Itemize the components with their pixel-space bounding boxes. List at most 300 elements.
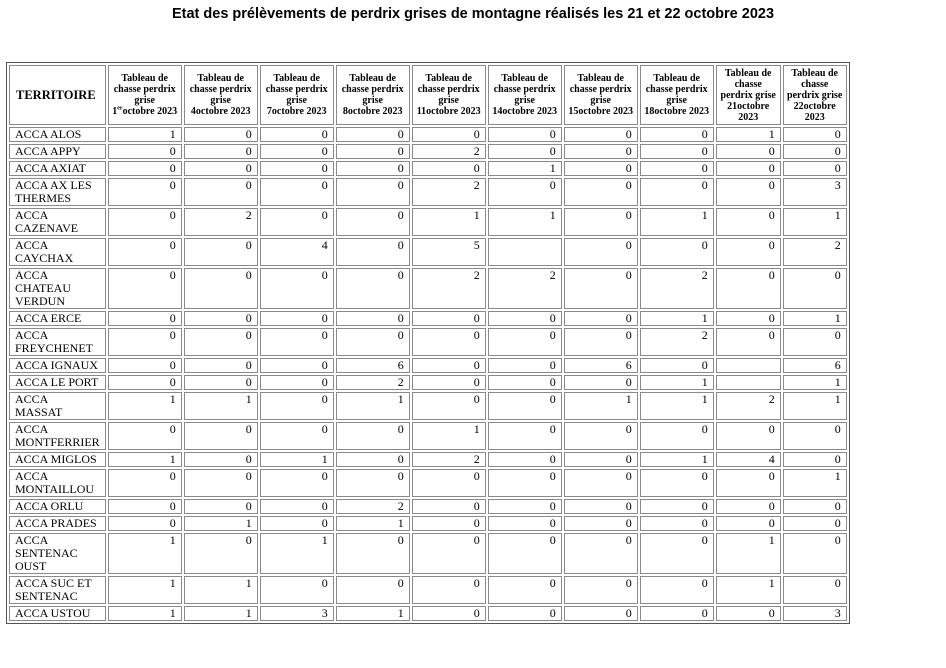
count-cell: 0 xyxy=(716,238,781,266)
count-cell: 0 xyxy=(564,516,638,531)
count-cell: 0 xyxy=(640,144,714,159)
territory-name-line: FREYCHENET xyxy=(15,341,93,355)
count-cell: 0 xyxy=(488,178,562,206)
count-cell: 0 xyxy=(564,144,638,159)
count-cell: 1 xyxy=(108,533,182,574)
column-header xyxy=(260,65,334,125)
territory-cell xyxy=(9,606,106,621)
territory-name-line: ACCA LE PORT xyxy=(15,375,99,389)
column-header-line: 4octobre 2023 xyxy=(190,106,251,117)
count-cell: 1 xyxy=(108,392,182,420)
count-cell: 0 xyxy=(783,422,847,450)
count-cell: 0 xyxy=(260,328,334,356)
column-header-line xyxy=(112,106,177,117)
count-cell: 1 xyxy=(108,127,182,142)
count-cell: 0 xyxy=(488,328,562,356)
territory-cell xyxy=(9,452,106,467)
column-header-line: Tableau de xyxy=(349,73,396,84)
territory-cell xyxy=(9,328,106,356)
count-cell: 0 xyxy=(412,606,486,621)
count-cell: 0 xyxy=(564,238,638,266)
column-header-line: Tableau de xyxy=(791,67,838,79)
territory-name-line: MONTFERRIER xyxy=(15,435,100,449)
column-header-line: Tableau de xyxy=(653,73,700,84)
count-cell: 0 xyxy=(260,499,334,514)
count-cell: 0 xyxy=(260,311,334,326)
count-cell: 2 xyxy=(412,452,486,467)
territory-cell xyxy=(9,375,106,390)
territory-name-line: MASSAT xyxy=(15,405,63,419)
count-cell: 1 xyxy=(260,533,334,574)
table-row xyxy=(9,268,847,309)
count-cell: 0 xyxy=(336,533,410,574)
column-header-line: Tableau de xyxy=(425,73,472,84)
territory-name-line: OUST xyxy=(15,559,47,573)
count-cell: 0 xyxy=(488,392,562,420)
count-cell: 0 xyxy=(336,311,410,326)
count-cell: 0 xyxy=(108,516,182,531)
territory-name-line: ACCA AX LES xyxy=(15,178,92,192)
count-cell: 1 xyxy=(412,422,486,450)
count-cell: 0 xyxy=(412,161,486,176)
count-cell: 1 xyxy=(783,208,847,236)
count-cell: 0 xyxy=(640,533,714,574)
table-row xyxy=(9,178,847,206)
count-cell: 1 xyxy=(783,469,847,497)
count-cell: 0 xyxy=(412,127,486,142)
count-cell: 1 xyxy=(336,516,410,531)
column-header-line: chasse perdrix xyxy=(189,84,252,95)
territory-cell xyxy=(9,422,106,450)
count-cell: 0 xyxy=(716,161,781,176)
count-cell: 2 xyxy=(783,238,847,266)
territory-name-line: SENTENAC xyxy=(15,589,78,603)
count-cell: 0 xyxy=(184,533,258,574)
count-cell: 0 xyxy=(640,238,714,266)
territory-name-line: ACCA xyxy=(15,328,49,342)
column-header-superscript: er xyxy=(117,105,123,112)
column-header-line: Tableau de xyxy=(577,73,624,84)
count-cell: 0 xyxy=(108,422,182,450)
count-cell: 0 xyxy=(412,375,486,390)
count-cell: 0 xyxy=(488,422,562,450)
count-cell: 0 xyxy=(564,178,638,206)
count-cell: 1 xyxy=(783,375,847,390)
count-cell: 0 xyxy=(336,452,410,467)
count-cell: 0 xyxy=(564,576,638,604)
count-cell: 3 xyxy=(783,606,847,621)
count-cell: 0 xyxy=(783,576,847,604)
count-cell: 0 xyxy=(412,358,486,373)
territory-cell xyxy=(9,499,106,514)
table-row xyxy=(9,392,847,420)
count-cell: 2 xyxy=(184,208,258,236)
count-cell: 0 xyxy=(260,178,334,206)
count-cell: 4 xyxy=(716,452,781,467)
table-row xyxy=(9,208,847,236)
count-cell: 0 xyxy=(716,516,781,531)
count-cell: 0 xyxy=(108,311,182,326)
table-row xyxy=(9,127,847,142)
count-cell: 0 xyxy=(412,469,486,497)
count-cell: 0 xyxy=(184,268,258,309)
column-header-line: 8octobre 2023 xyxy=(342,106,403,117)
harvest-table xyxy=(6,62,850,624)
table-header-row xyxy=(9,65,847,125)
column-header-line-part: 1 xyxy=(112,106,118,117)
territory-name-line: MONTAILLOU xyxy=(15,482,95,496)
count-cell: 0 xyxy=(336,469,410,497)
count-cell: 2 xyxy=(336,375,410,390)
count-cell: 0 xyxy=(412,392,486,420)
column-header-line: 14octobre 2023 xyxy=(492,106,557,117)
count-cell: 0 xyxy=(336,268,410,309)
count-cell: 1 xyxy=(783,392,847,420)
count-cell: 1 xyxy=(488,208,562,236)
count-cell: 0 xyxy=(640,358,714,373)
count-cell: 0 xyxy=(564,499,638,514)
column-header xyxy=(184,65,258,125)
column-header-line: 22octobre xyxy=(793,100,836,112)
territory-cell xyxy=(9,127,106,142)
territory-cell xyxy=(9,161,106,176)
table-row xyxy=(9,533,847,574)
count-cell: 0 xyxy=(716,208,781,236)
territory-name-line: ACCA AXIAT xyxy=(15,161,87,175)
count-cell: 0 xyxy=(108,144,182,159)
count-cell: 0 xyxy=(640,469,714,497)
count-cell: 1 xyxy=(108,576,182,604)
count-cell: 0 xyxy=(108,161,182,176)
count-cell: 1 xyxy=(640,392,714,420)
count-cell: 1 xyxy=(184,606,258,621)
territory-cell xyxy=(9,238,106,266)
column-header-line: chasse perdrix xyxy=(417,84,480,95)
page-title: Etat des prélèvements de perdrix grises de montagne réalisés les 21 et 22 octobre 2023 xyxy=(171,6,775,22)
count-cell: 2 xyxy=(412,268,486,309)
count-cell: 2 xyxy=(640,268,714,309)
table-row xyxy=(9,161,847,176)
column-header xyxy=(336,65,410,125)
count-cell: 0 xyxy=(783,127,847,142)
count-cell: 0 xyxy=(564,422,638,450)
count-cell xyxy=(716,358,781,373)
count-cell: 0 xyxy=(184,452,258,467)
territory-name-line: ACCA xyxy=(15,469,49,483)
count-cell: 0 xyxy=(412,499,486,514)
count-cell: 0 xyxy=(260,127,334,142)
count-cell: 1 xyxy=(260,452,334,467)
count-cell: 0 xyxy=(260,375,334,390)
territory-name-line: ACCA PRADES xyxy=(15,516,97,530)
column-header xyxy=(488,65,562,125)
column-header-line: 2023 xyxy=(738,111,759,123)
count-cell: 0 xyxy=(108,499,182,514)
count-cell: 0 xyxy=(412,533,486,574)
territory-name-line: CHATEAU xyxy=(15,281,71,295)
count-cell: 0 xyxy=(260,576,334,604)
territory-name-line: ACCA xyxy=(15,268,49,282)
count-cell xyxy=(716,375,781,390)
count-cell: 0 xyxy=(716,268,781,309)
column-header xyxy=(412,65,486,125)
count-cell: 1 xyxy=(184,576,258,604)
territory-cell xyxy=(9,469,106,497)
count-cell: 0 xyxy=(783,452,847,467)
territory-name-line: ACCA SUC ET xyxy=(15,576,92,590)
count-cell: 0 xyxy=(564,606,638,621)
count-cell: 0 xyxy=(184,499,258,514)
count-cell: 0 xyxy=(260,469,334,497)
column-header-line: chasse perdrix xyxy=(265,84,328,95)
count-cell: 2 xyxy=(640,328,714,356)
count-cell: 1 xyxy=(640,452,714,467)
count-cell: 0 xyxy=(488,499,562,514)
count-cell: 1 xyxy=(488,161,562,176)
count-cell: 0 xyxy=(108,238,182,266)
count-cell: 0 xyxy=(640,178,714,206)
table-row xyxy=(9,516,847,531)
count-cell: 0 xyxy=(640,499,714,514)
column-header-line: 2023 xyxy=(804,111,825,123)
territory-name-line: VERDUN xyxy=(15,294,65,308)
territory-name-line: ACCA ORLU xyxy=(15,499,84,513)
count-cell: 0 xyxy=(716,178,781,206)
column-header xyxy=(716,65,781,125)
count-cell: 0 xyxy=(783,161,847,176)
count-cell: 0 xyxy=(184,422,258,450)
count-cell: 0 xyxy=(564,127,638,142)
count-cell: 0 xyxy=(184,127,258,142)
count-cell: 0 xyxy=(564,452,638,467)
count-cell: 1 xyxy=(184,392,258,420)
territory-name-line: THERMES xyxy=(15,191,72,205)
territory-cell xyxy=(9,144,106,159)
column-header-line: Tableau de xyxy=(501,73,548,84)
count-cell: 0 xyxy=(716,422,781,450)
count-cell: 0 xyxy=(336,576,410,604)
count-cell: 1 xyxy=(336,392,410,420)
count-cell: 6 xyxy=(336,358,410,373)
count-cell: 0 xyxy=(783,516,847,531)
count-cell: 0 xyxy=(488,375,562,390)
count-cell: 0 xyxy=(488,452,562,467)
count-cell: 0 xyxy=(783,268,847,309)
table-row xyxy=(9,452,847,467)
count-cell: 5 xyxy=(412,238,486,266)
count-cell: 2 xyxy=(336,499,410,514)
count-cell: 0 xyxy=(564,375,638,390)
count-cell: 0 xyxy=(336,238,410,266)
count-cell: 1 xyxy=(412,208,486,236)
count-cell: 0 xyxy=(184,161,258,176)
territory-cell xyxy=(9,392,106,420)
count-cell: 0 xyxy=(488,358,562,373)
territory-name-line: SENTENAC xyxy=(15,546,78,560)
count-cell: 0 xyxy=(108,328,182,356)
territory-name-line: ACCA APPY xyxy=(15,144,81,158)
column-header-line: 7octobre 2023 xyxy=(266,106,327,117)
column-header-line: Tableau de xyxy=(273,73,320,84)
count-cell: 0 xyxy=(108,375,182,390)
count-cell: 0 xyxy=(184,375,258,390)
column-header-line: grise xyxy=(666,95,687,106)
count-cell: 0 xyxy=(108,178,182,206)
territory-name-line: ACCA xyxy=(15,533,49,547)
count-cell: 0 xyxy=(336,144,410,159)
column-header-line: perdrix grise xyxy=(787,89,843,101)
territory-column-header: TERRITOIRE xyxy=(9,65,106,125)
table-row xyxy=(9,576,847,604)
count-cell: 0 xyxy=(783,328,847,356)
column-header-line-part: octobre 2023 xyxy=(122,106,178,117)
count-cell xyxy=(488,238,562,266)
count-cell: 1 xyxy=(783,311,847,326)
count-cell: 0 xyxy=(716,144,781,159)
territory-cell xyxy=(9,208,106,236)
count-cell: 0 xyxy=(108,469,182,497)
territory-cell xyxy=(9,533,106,574)
territory-name-line: ACCA IGNAUX xyxy=(15,358,99,372)
column-header-line: Tableau de xyxy=(197,73,244,84)
territory-name-line: ACCA xyxy=(15,392,49,406)
count-cell: 0 xyxy=(184,311,258,326)
table-row xyxy=(9,499,847,514)
count-cell: 2 xyxy=(412,144,486,159)
count-cell: 0 xyxy=(564,311,638,326)
count-cell: 0 xyxy=(260,268,334,309)
table-body xyxy=(9,127,847,621)
count-cell: 2 xyxy=(488,268,562,309)
count-cell: 0 xyxy=(488,127,562,142)
count-cell: 0 xyxy=(488,606,562,621)
count-cell: 0 xyxy=(184,469,258,497)
count-cell: 0 xyxy=(488,144,562,159)
count-cell: 1 xyxy=(640,375,714,390)
territory-name-line: ACCA ERCE xyxy=(15,311,82,325)
count-cell: 0 xyxy=(108,268,182,309)
column-header xyxy=(783,65,847,125)
count-cell: 0 xyxy=(260,208,334,236)
column-header-line: grise xyxy=(286,95,307,106)
territory-cell xyxy=(9,576,106,604)
territory-cell xyxy=(9,268,106,309)
count-cell: 0 xyxy=(564,328,638,356)
count-cell: 0 xyxy=(783,533,847,574)
column-header xyxy=(108,65,182,125)
count-cell: 0 xyxy=(260,144,334,159)
count-cell: 1 xyxy=(108,452,182,467)
table-row xyxy=(9,422,847,450)
count-cell: 0 xyxy=(488,533,562,574)
count-cell: 0 xyxy=(336,127,410,142)
table-row xyxy=(9,311,847,326)
count-cell: 0 xyxy=(336,178,410,206)
count-cell: 1 xyxy=(716,127,781,142)
column-header-line: grise xyxy=(514,95,535,106)
count-cell: 0 xyxy=(564,161,638,176)
column-header-line: grise xyxy=(362,95,383,106)
territory-name-line: CAZENAVE xyxy=(15,221,79,235)
table-row xyxy=(9,469,847,497)
count-cell: 4 xyxy=(260,238,334,266)
column-header-line: chasse perdrix xyxy=(113,84,176,95)
territory-cell xyxy=(9,178,106,206)
count-cell: 0 xyxy=(716,606,781,621)
count-cell: 1 xyxy=(640,208,714,236)
territory-name-line: ACCA ALOS xyxy=(15,127,82,141)
column-header-line: grise xyxy=(590,95,611,106)
count-cell: 2 xyxy=(412,178,486,206)
count-cell: 1 xyxy=(564,392,638,420)
count-cell: 0 xyxy=(184,238,258,266)
column-header-line: chasse perdrix xyxy=(341,84,404,95)
column-header-line: grise xyxy=(438,95,459,106)
count-cell: 0 xyxy=(260,516,334,531)
count-cell: 0 xyxy=(783,144,847,159)
count-cell: 0 xyxy=(640,422,714,450)
count-cell: 0 xyxy=(488,576,562,604)
column-header-line: 11octobre 2023 xyxy=(416,106,481,117)
column-header xyxy=(564,65,638,125)
column-header-line: grise xyxy=(210,95,231,106)
count-cell: 0 xyxy=(640,161,714,176)
count-cell: 0 xyxy=(564,533,638,574)
count-cell: 0 xyxy=(716,311,781,326)
table-row xyxy=(9,328,847,356)
table-row xyxy=(9,606,847,621)
column-header-line: grise xyxy=(134,95,155,106)
count-cell: 0 xyxy=(412,516,486,531)
count-cell: 0 xyxy=(412,328,486,356)
count-cell: 0 xyxy=(564,268,638,309)
table-row xyxy=(9,358,847,373)
territory-name-line: ACCA xyxy=(15,208,49,222)
count-cell: 0 xyxy=(184,178,258,206)
count-cell: 1 xyxy=(716,533,781,574)
count-cell: 6 xyxy=(783,358,847,373)
count-cell: 0 xyxy=(336,208,410,236)
territory-cell xyxy=(9,311,106,326)
count-cell: 1 xyxy=(108,606,182,621)
count-cell: 3 xyxy=(783,178,847,206)
column-header xyxy=(640,65,714,125)
count-cell: 0 xyxy=(260,422,334,450)
count-cell: 0 xyxy=(488,311,562,326)
column-header-line: 21octobre xyxy=(727,100,770,112)
count-cell: 0 xyxy=(184,144,258,159)
count-cell: 0 xyxy=(488,469,562,497)
territory-cell xyxy=(9,358,106,373)
column-header-line: chasse perdrix xyxy=(569,84,632,95)
table-row xyxy=(9,238,847,266)
territory-name-line: ACCA xyxy=(15,422,49,436)
count-cell: 0 xyxy=(336,422,410,450)
count-cell: 0 xyxy=(108,208,182,236)
count-cell: 0 xyxy=(336,328,410,356)
table-row xyxy=(9,144,847,159)
column-header-line: chasse xyxy=(734,78,762,90)
count-cell: 0 xyxy=(640,606,714,621)
column-header-line: 18octobre 2023 xyxy=(644,106,709,117)
count-cell: 0 xyxy=(184,358,258,373)
column-header-line: chasse perdrix xyxy=(645,84,708,95)
count-cell: 0 xyxy=(640,127,714,142)
column-header-line: 15octobre 2023 xyxy=(568,106,633,117)
column-header-line: perdrix grise xyxy=(720,89,776,101)
count-cell: 0 xyxy=(412,576,486,604)
count-cell: 0 xyxy=(783,499,847,514)
